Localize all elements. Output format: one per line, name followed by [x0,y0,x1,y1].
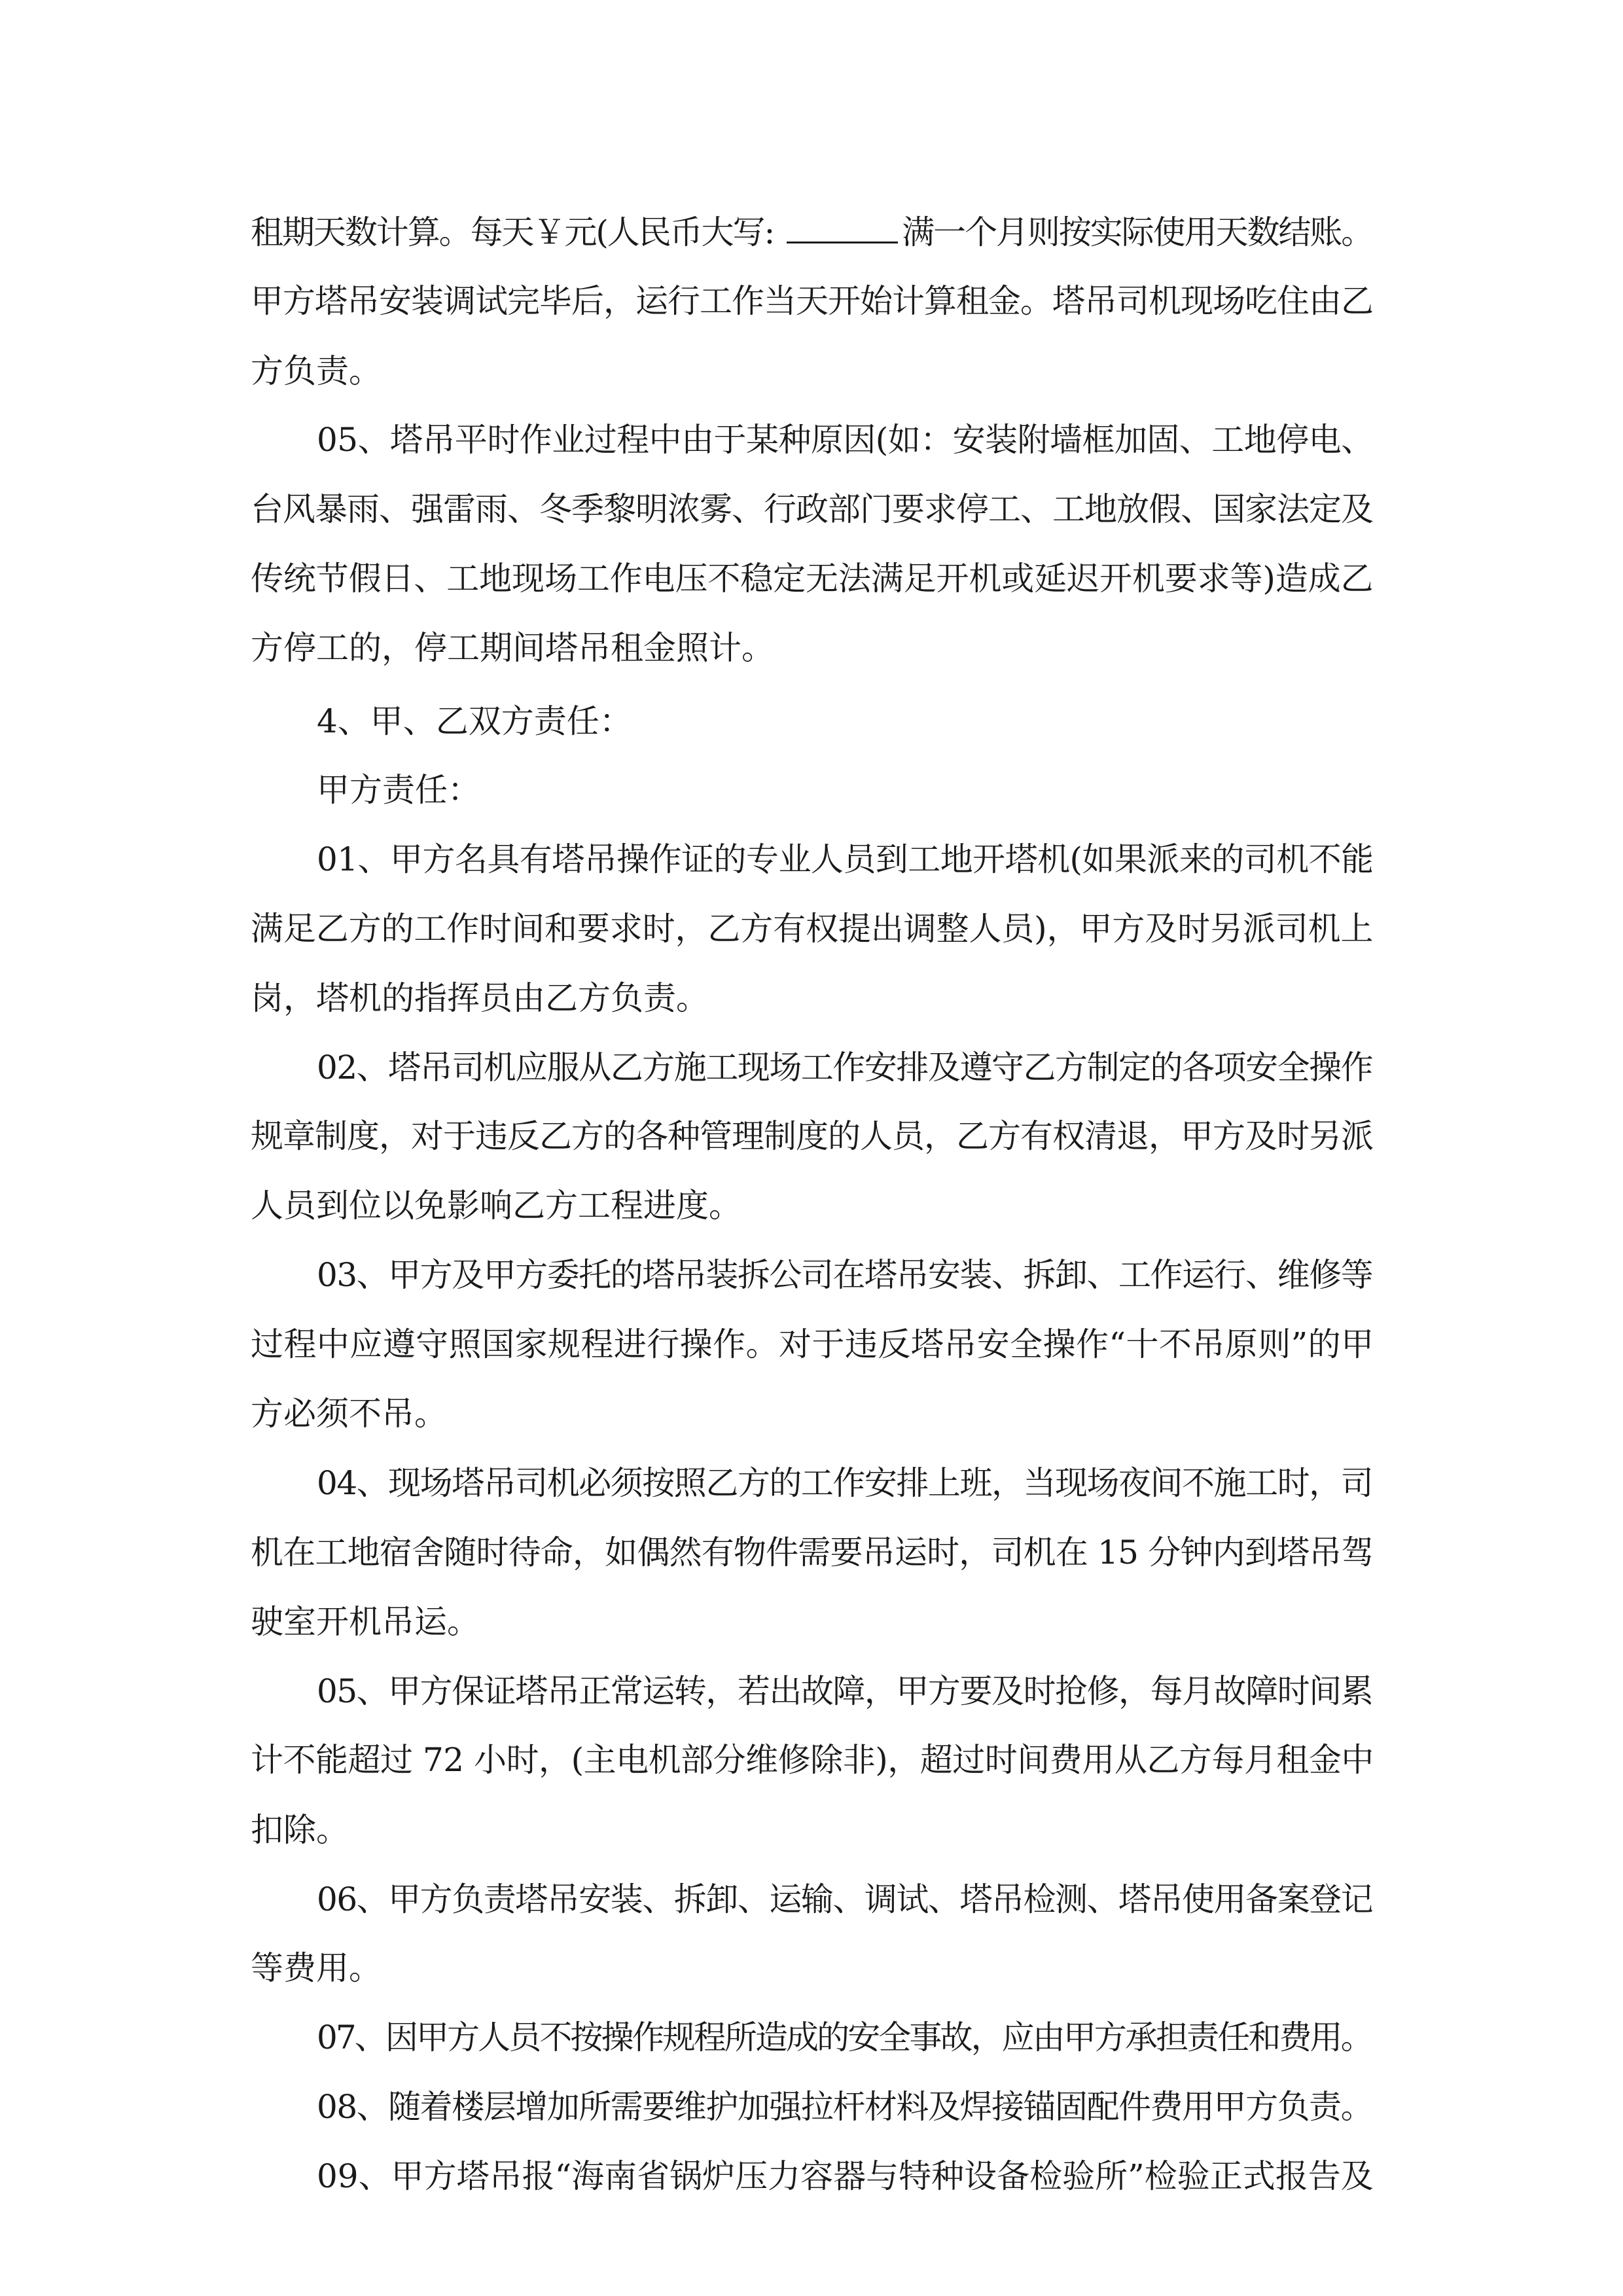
fill-in-blank [787,213,898,243]
text-segment: 07、因甲方人员不按操作规程所造成的安全事故，应由甲方承担责任和费用。 [317,2018,1372,2056]
text-segment: 09、甲方塔吊报“海南省锅炉压力容器与特种设备检验所”检验正式报告及 [317,2157,1374,2195]
text-segment: 06、甲方负责塔吊安装、拆卸、运输、调试、塔吊检测、塔吊使用备案登记 [317,1880,1373,1918]
text-segment: 满一个月则按实际使用天数结账。 [902,213,1373,251]
text-line [251,281,1373,321]
text-segment: 方必须不吊。 [251,1395,447,1433]
text-segment: 01、甲方名具有塔吊操作证的专业人员到工地开塔机(如果派来的司机不能 [317,840,1374,878]
text-line [317,1672,1372,1711]
text-line [317,770,480,810]
text-line [251,1810,349,1850]
text-segment: 甲方责任： [317,771,480,809]
text-segment: 02、塔吊司机应服从乙方施工现场工作安排及遵守乙方制定的各项安全操作 [317,1049,1373,1086]
text-segment: 扣除。 [251,1811,349,1849]
text-segment: 驶室开机吊运。 [251,1603,480,1641]
text-segment: 传统节假日、工地现场工作电压不稳定无法满足开机或延迟开机要求等)造成乙 [251,560,1374,598]
text-segment: 05、甲方保证塔吊正常运转，若出故障，甲方要及时抢修，每月故障时间累 [317,1672,1373,1710]
text-segment: 甲方塔吊安装调试完毕后，运行工作当天开始计算租金。塔吊司机现场吃住由乙 [251,282,1373,320]
text-line [251,559,1373,598]
text-line [251,628,774,668]
text-segment: 过程中应遵守照国家规程进行操作。对于违反塔吊安全操作“十不吊原则”的甲 [251,1325,1374,1363]
text-line [251,1394,447,1433]
text-line [251,213,1372,252]
text-segment: 等费用。 [251,1949,382,1987]
text-segment: 计不能超过 72 小时，(主电机部分维修除非)，超过时间费用从乙方每月租金中 [251,1741,1374,1779]
text-line [317,1048,1372,1087]
text-segment: 机在工地宿舍随时待命，如偶然有物件需要吊运时，司机在 15 分钟内到塔吊驾 [251,1534,1374,1571]
text-line [317,2157,1374,2196]
text-line [317,2018,1372,2057]
text-line [251,1602,480,1641]
text-segment: 08、随着楼层增加所需要维护加强拉杆材料及焊接锚固配件费用甲方负责。 [317,2088,1373,2126]
text-segment: 04、现场塔吊司机必须按照乙方的工作安排上班，当现场夜间不施工时，司 [317,1464,1373,1502]
text-line [251,1186,741,1225]
text-segment: 4、甲、乙双方责任： [317,702,632,740]
text-line [317,840,1374,879]
text-line [317,1255,1372,1295]
text-line [251,1325,1374,1364]
text-segment: 租期天数计算。每天￥元(人民币大写: [251,213,783,251]
text-segment: 方停工的，停工期间塔吊租金照计。 [251,629,774,667]
text-line [317,1880,1372,1919]
text-segment: 方负责。 [251,352,382,390]
text-segment: 05、塔吊平时作业过程中由于某种原因(如：安装附墙框加固、工地停电、 [317,421,1374,459]
text-segment: 03、甲方及甲方委托的塔吊装拆公司在塔吊安装、拆卸、工作运行、维修等 [317,1256,1373,1294]
text-line [251,1117,1373,1156]
text-segment: 岗，塔机的指挥员由乙方负责。 [251,979,709,1017]
text-segment: 人员到位以免影响乙方工程进度。 [251,1187,741,1225]
text-line [251,978,709,1018]
text-line [317,702,632,741]
text-line [317,2087,1372,2126]
text-line [317,1463,1372,1503]
text-line [251,351,382,391]
text-line [251,1948,382,1988]
text-line [251,909,1373,948]
text-segment: 台风暴雨、强雷雨、冬季黎明浓雾、行政部门要求停工、工地放假、国家法定及 [251,490,1373,528]
text-line [251,490,1373,529]
text-segment: 满足乙方的工作时间和要求时，乙方有权提出调整人员)，甲方及时另派司机上 [251,910,1374,948]
text-segment: 规章制度，对于违反乙方的各种管理制度的人员，乙方有权清退，甲方及时另派 [251,1117,1373,1155]
text-line [251,1533,1374,1572]
text-line [317,420,1374,459]
text-line [251,1740,1374,1780]
